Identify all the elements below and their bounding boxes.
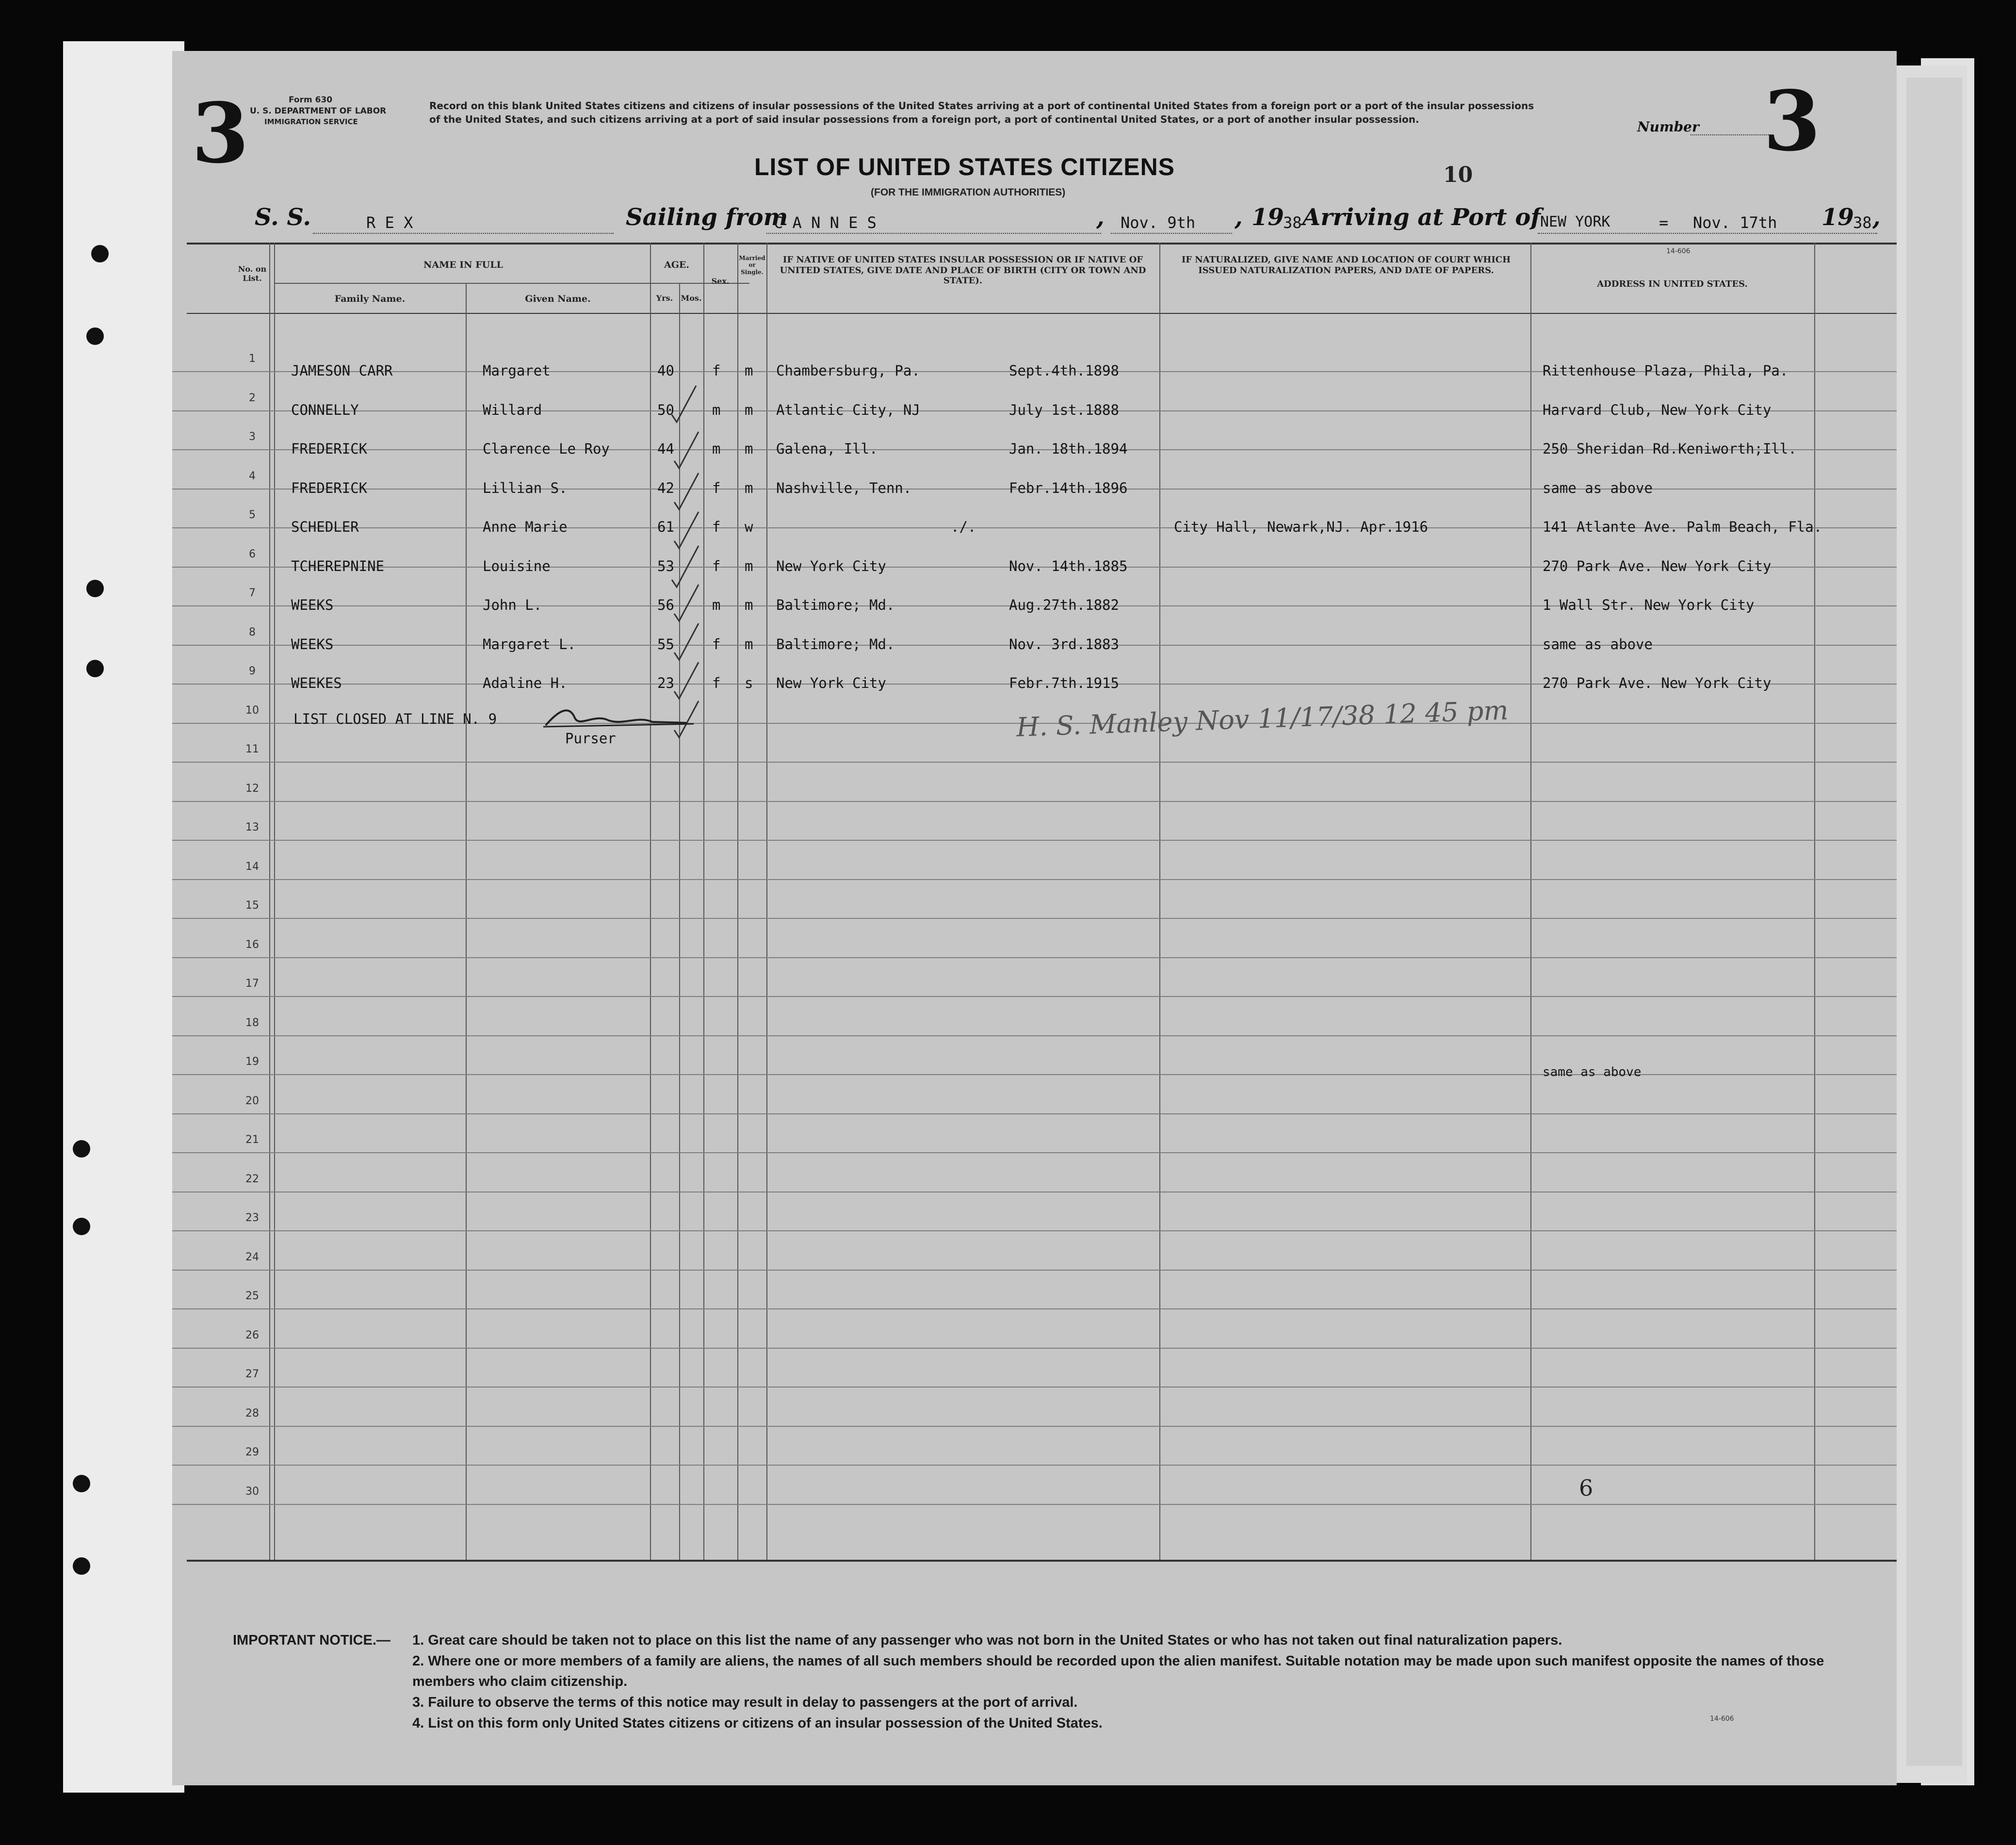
row-number: 30 [245, 1485, 259, 1498]
row-line [172, 1308, 1897, 1309]
row-line [172, 762, 1897, 763]
passenger-family-name: TCHEREPNINE [291, 557, 385, 574]
date-from-line [1111, 233, 1232, 234]
col-divider [1159, 243, 1160, 1560]
row-number: 18 [245, 1016, 259, 1029]
row-line [172, 1270, 1897, 1271]
passenger-sex: f [712, 636, 721, 653]
check-mark-icon [674, 512, 699, 548]
col-sex: Sex. [711, 277, 730, 286]
notice-heading: IMPORTANT NOTICE.— [233, 1633, 390, 1648]
passenger-age: 53 [657, 557, 674, 574]
col-family: Family Name. [334, 294, 406, 304]
passenger-birthplace: Baltimore; Md. [776, 597, 895, 614]
binding-hole-icon [86, 327, 104, 345]
number-label: Number [1637, 119, 1699, 135]
row-number: 23 [245, 1212, 259, 1224]
check-mark-icon [674, 473, 699, 509]
passenger-family-name: CONNELLY [291, 401, 359, 418]
row-line [172, 879, 1897, 880]
ship-name: R E X [366, 213, 413, 232]
passenger-birthdate: Febr.14th.1896 [1009, 479, 1128, 496]
purser-label: Purser [565, 730, 616, 747]
passenger-sex: f [712, 519, 721, 536]
col-divider [269, 243, 270, 1560]
paper-stack-edge [1906, 78, 1962, 1766]
check-mark-icon [674, 585, 699, 621]
row-line [172, 1465, 1897, 1466]
check-mark-icon [672, 546, 699, 587]
passenger-marital-status: m [745, 597, 753, 614]
col-no: No. on List. [238, 264, 267, 283]
col-name-in-full: NAME IN FULL [423, 260, 503, 270]
passenger-naturalization: City Hall, Newark,NJ. Apr.1916 [1174, 519, 1428, 536]
passenger-given-name: Willard [483, 401, 542, 418]
passenger-family-name: WEEKS [291, 597, 334, 614]
ss-label: S. S. [255, 204, 311, 231]
row-number: 25 [245, 1290, 259, 1302]
passenger-birthdate: July 1st.1888 [1009, 401, 1119, 418]
passenger-address: Harvard Club, New York City [1543, 401, 1772, 418]
passenger-family-name: WEEKES [291, 675, 342, 692]
col-address: ADDRESS IN UNITED STATES. [1597, 279, 1748, 289]
passenger-marital-status: m [745, 441, 753, 457]
passenger-marital-status: w [745, 519, 753, 536]
passenger-family-name: FREDERICK [291, 441, 368, 457]
passenger-birthdate: Febr.7th.1915 [1009, 675, 1119, 692]
passenger-age: 23 [657, 675, 674, 692]
year-prefix: 19 [1252, 204, 1284, 231]
binding-hole-icon [73, 1475, 90, 1492]
record-instructions: Record on this blank United States citizens and citizens of insular possessions of the United States arriving at a port of continental United States from a foreign port or a port of the insular possessions of the United States, and such citizens arriving at a port of said insular possessions from a foreign port, a port of continental United States, or a port of another insular possession. [429, 100, 1534, 125]
number-value: 3 [1763, 73, 1821, 170]
row-number: 9 [249, 665, 256, 677]
department: U. S. DEPARTMENT OF LABOR [250, 106, 387, 116]
passenger-family-name: FREDERICK [291, 479, 368, 496]
row-number: 1 [249, 353, 256, 365]
passenger-birthdate: ./. [951, 519, 976, 536]
passenger-marital-status: s [745, 675, 753, 692]
inspector-note: H. S. Manley Nov 11/17/38 12 45 pm [1016, 695, 1509, 743]
passenger-birthplace: Galena, Ill. [776, 441, 878, 457]
year-to: 38 [1853, 213, 1872, 232]
corner-number: 3 [192, 85, 249, 182]
row-line [172, 801, 1897, 802]
row-number: 12 [245, 782, 259, 795]
binding-margin [63, 41, 184, 1793]
row-number: 7 [249, 587, 256, 599]
row-number: 26 [245, 1329, 259, 1341]
passenger-birthdate: Jan. 18th.1894 [1009, 441, 1128, 457]
year-from: 38 [1283, 213, 1302, 232]
page-mark: 10 [1443, 163, 1473, 187]
row-number: 8 [249, 626, 256, 638]
passenger-birthplace: Nashville, Tenn. [776, 479, 912, 496]
passenger-marital-status: m [745, 557, 753, 574]
list-closed: LIST CLOSED AT LINE N. 9 [293, 711, 497, 727]
row-line [172, 957, 1897, 958]
col-birth: IF NATIVE OF UNITED STATES INSULAR POSSESSION OR IF NATIVE OF UNITED STATES, GIVE DATE AND PLACE OF BIRTH (CITY OR TOWN AND STATE). [780, 255, 1146, 286]
passenger-address: same as above [1543, 636, 1653, 653]
passenger-given-name: John L. [483, 597, 542, 614]
page-subtitle: (FOR THE IMMIGRATION AUTHORITIES) [871, 187, 1066, 198]
passenger-family-name: SCHEDLER [291, 519, 359, 536]
row-number: 28 [245, 1407, 259, 1420]
passenger-age: 44 [657, 441, 674, 457]
passenger-sex: f [712, 557, 721, 574]
check-mark-icon [674, 623, 699, 660]
binding-hole-icon [73, 1140, 90, 1158]
header-bottom-rule [187, 313, 1897, 314]
check-mark-icon [674, 662, 699, 699]
passenger-given-name: Margaret [483, 362, 551, 379]
passenger-birthplace: Atlantic City, NJ [776, 401, 920, 418]
passenger-address: 1 Wall Str. New York City [1543, 597, 1755, 614]
col-divider [1814, 243, 1815, 1560]
row-number: 27 [245, 1368, 259, 1380]
passenger-marital-status: m [745, 401, 753, 418]
passenger-sex: f [712, 479, 721, 496]
number-line [1691, 134, 1773, 135]
comma: , [1096, 204, 1105, 231]
row-number: 29 [245, 1446, 259, 1458]
arriving-label: Arriving at Port of [1302, 204, 1541, 231]
passenger-address: 250 Sheridan Rd.Keniworth;Ill. [1543, 441, 1797, 457]
row-line [172, 1035, 1897, 1036]
row-number: 21 [245, 1134, 259, 1146]
passenger-sex: m [712, 441, 721, 457]
passenger-age: 56 [657, 597, 674, 614]
passenger-address: 270 Park Ave. New York City [1543, 675, 1772, 692]
passenger-birthplace: New York City [776, 557, 886, 574]
row-line [172, 1426, 1897, 1427]
passenger-marital-status: m [745, 479, 753, 496]
port-to: NEW YORK [1540, 213, 1610, 230]
row-line [172, 1387, 1897, 1388]
year-prefix-arrival: 19 [1821, 204, 1854, 231]
row-line [172, 1348, 1897, 1349]
ship-line [313, 233, 614, 234]
passenger-age: 50 [657, 401, 674, 418]
col-naturalized: IF NATURALIZED, GIVE NAME AND LOCATION OF COURT WHICH ISSUED NATURALIZATION PAPERS, AND DATE OF PAPERS. [1181, 255, 1511, 276]
passenger-age: 40 [657, 362, 674, 379]
service: IMMIGRATION SERVICE [264, 117, 358, 126]
purser-signature [541, 703, 696, 737]
check-mark-icon [672, 386, 696, 422]
passenger-address: 141 Atlante Ave. Palm Beach, Fla. [1543, 519, 1822, 536]
row-number: 19 [245, 1056, 259, 1068]
notice-item-4: 4. List on this form only United States citizens or citizens of an insular possession of the United States. [412, 1715, 1103, 1731]
row-number: 3 [249, 431, 256, 443]
row-number: 16 [245, 938, 259, 951]
row-number: 2 [249, 392, 256, 404]
passenger-sex: f [712, 362, 721, 379]
row-line [172, 1113, 1897, 1114]
col-divider [766, 243, 767, 1560]
notice-item-2: 2. Where one or more members of a family are aliens, the names of all such members should be recorded upon the alien manifest. Suitable notation may be made upon such manifest opposite the names of those members who claim citizenship. [412, 1653, 1824, 1690]
row-line [172, 1504, 1897, 1505]
col-divider [466, 283, 467, 1560]
table-top-rule [187, 243, 1897, 245]
page-title: LIST OF UNITED STATES CITIZENS [754, 153, 1175, 180]
form-code: 14-606 [1666, 247, 1691, 255]
manifest-page [172, 51, 1897, 1785]
row-line [172, 918, 1897, 919]
notice-item-1: 1. Great care should be taken not to place on this list the name of any passenger who was not born in the United States or who has not taken out final naturalization papers. [412, 1633, 1562, 1648]
col-age: AGE. [664, 260, 690, 270]
comma: , [1872, 204, 1881, 231]
row-number: 22 [245, 1173, 259, 1185]
passenger-birthdate: Aug.27th.1882 [1009, 597, 1119, 614]
binding-hole-icon [91, 245, 109, 262]
port-from-line [766, 233, 1101, 234]
port-date-separator: = [1659, 213, 1669, 232]
passenger-birthplace: New York City [776, 675, 886, 692]
notice-item-3: 3. Failure to observe the terms of this notice may result in delay to passengers at the port of arrival. [412, 1695, 1078, 1710]
passenger-sex: m [712, 597, 721, 614]
passenger-family-name: WEEKS [291, 636, 334, 653]
passenger-marital-status: m [745, 362, 753, 379]
port-to-line [1538, 233, 1877, 234]
passenger-sex: m [712, 401, 721, 418]
col-yrs: Yrs. [656, 294, 673, 303]
check-mark-icon [674, 432, 699, 468]
passenger-given-name: Clarence Le Roy [483, 441, 610, 457]
row-line [172, 840, 1897, 841]
binding-hole-icon [73, 1557, 90, 1575]
row-number: 15 [245, 899, 259, 912]
passenger-address: 270 Park Ave. New York City [1543, 557, 1772, 574]
row-number: 4 [249, 470, 256, 482]
passenger-birthdate: Nov. 14th.1885 [1009, 557, 1128, 574]
col-divider [1530, 243, 1531, 1560]
passenger-birthplace: Baltimore; Md. [776, 636, 895, 653]
age-subrule [652, 283, 701, 284]
binding-hole-icon [73, 1218, 90, 1235]
row-number: 11 [245, 743, 259, 755]
form-number: Form 630 [289, 95, 333, 105]
passenger-given-name: Margaret L. [483, 636, 576, 653]
passenger-address: same as above [1543, 479, 1653, 496]
passenger-given-name: Louisine [483, 557, 551, 574]
passenger-address: Rittenhouse Plaza, Phila, Pa. [1543, 362, 1788, 379]
passenger-birthdate: Sept.4th.1898 [1009, 362, 1119, 379]
col-mos: Mos. [681, 294, 702, 303]
passenger-marital-status: m [745, 636, 753, 653]
passenger-given-name: Anne Marie [483, 519, 568, 536]
row-number: 17 [245, 978, 259, 990]
passenger-sex: f [712, 675, 721, 692]
passenger-given-name: Lillian S. [483, 479, 568, 496]
comma: , [1235, 204, 1243, 231]
row-number: 14 [245, 860, 259, 873]
port-from: C A N N E S [774, 213, 877, 232]
sailing-label: Sailing from [626, 204, 788, 231]
sheet-number: 6 [1579, 1475, 1593, 1501]
passenger-age: 55 [657, 636, 674, 653]
row-line [172, 1230, 1897, 1231]
passenger-age: 42 [657, 479, 674, 496]
notice-code: 14-606 [1710, 1715, 1734, 1723]
row-number: 5 [249, 509, 256, 521]
row-number: 10 [245, 704, 259, 717]
binding-hole-icon [86, 660, 104, 677]
passenger-given-name: Adaline H. [483, 675, 568, 692]
row-number: 24 [245, 1251, 259, 1263]
passenger-birthdate: Nov. 3rd.1883 [1009, 636, 1119, 653]
date-to: Nov. 17th [1693, 213, 1777, 232]
date-from: Nov. 9th [1121, 213, 1196, 232]
passenger-age: 61 [657, 519, 674, 536]
binding-hole-icon [86, 580, 104, 597]
row-number: 13 [245, 821, 259, 833]
row-number: 6 [249, 548, 256, 560]
table-bottom-rule [187, 1560, 1897, 1562]
row-number: 20 [245, 1094, 259, 1107]
passenger-family-name: JAMESON CARR [291, 362, 393, 379]
passenger-birthplace: Chambersburg, Pa. [776, 362, 920, 379]
col-given: Given Name. [525, 294, 591, 304]
col-married: Married or Single. [739, 255, 765, 276]
row-line [172, 1152, 1897, 1153]
col-divider [274, 243, 275, 1560]
row-line [172, 996, 1897, 997]
address-mark: same as above [1543, 1065, 1642, 1079]
